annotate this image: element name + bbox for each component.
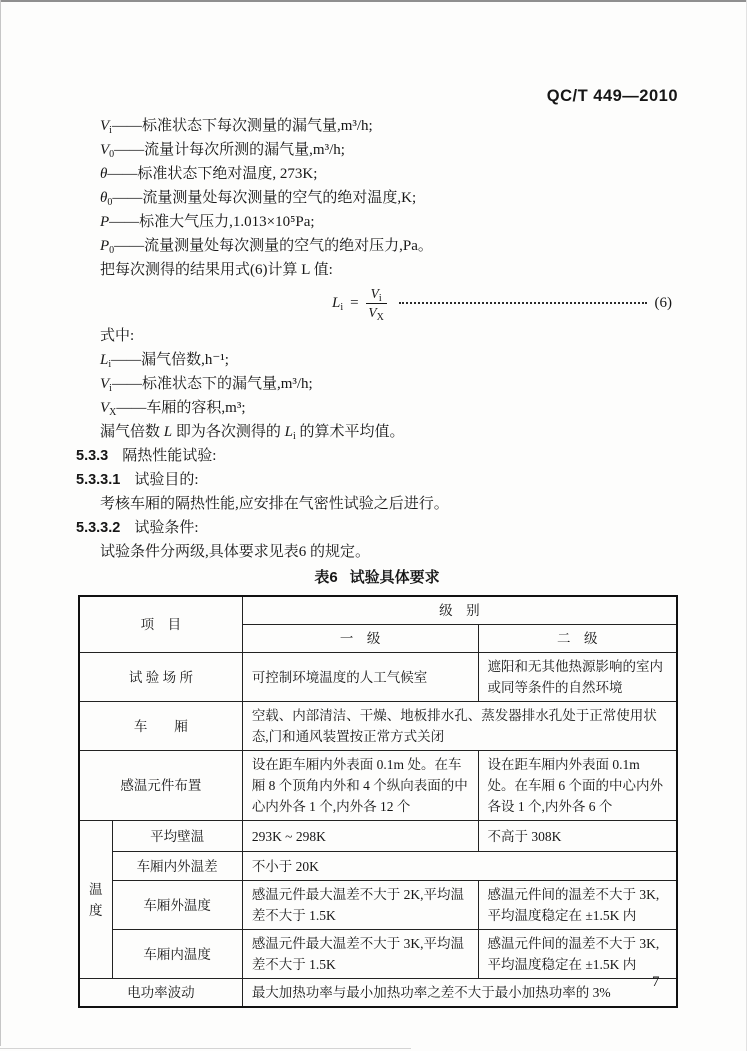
page-number: 7 <box>652 974 660 990</box>
dotted-leader <box>399 302 647 304</box>
definition-text: ——标准状态下的漏气量,m³/h; <box>111 376 313 392</box>
sensors-level1-cell: 设在距车厢内外表面 0.1m 处。在车厢 8 个顶角内外和 4 个纵向表面的中心内外各 1 个,内外各 12 个 <box>242 751 478 821</box>
definition-p: P——标准大气压力,1.013×10⁵Pa; <box>100 214 315 230</box>
definition-text: ——标准状态下绝对温度, 273K; <box>107 166 318 182</box>
section-5-3-3: 5.3.3 隔热性能试验: <box>76 448 217 464</box>
row-label: 车 厢 <box>79 702 242 751</box>
row-label: 感温元件布置 <box>79 751 242 821</box>
definition-p0: $P_0——$流量测量处每次测量的空气的绝对压力,Pa。 <box>100 238 433 256</box>
wall-level1-cell: 293K ~ 298K <box>242 821 478 852</box>
diff-cell: 不小于 20K <box>242 852 677 881</box>
definition-theta: θ——标准状态下绝对温度, 273K; <box>100 166 318 182</box>
equation-number: (6) <box>654 295 672 311</box>
equation-6 <box>76 282 678 324</box>
table-row-inside-temp <box>79 930 677 979</box>
equals-sign: = <box>350 295 359 311</box>
temp-group-label: 温度 <box>79 821 112 979</box>
table-row-sensors <box>79 751 677 821</box>
outside-level1-cell: 感温元件最大温差不大于 2K,平均温差不大于 1.5K <box>242 881 478 930</box>
header-level-1: 一 级 <box>242 625 478 653</box>
row-label: 试 验 场 所 <box>79 653 242 702</box>
page-content <box>76 86 678 1008</box>
table-row-wall-temp <box>79 821 677 852</box>
table6-caption-label: 表6 <box>314 569 338 586</box>
definition-text: ——标准大气压力,1.013×10⁵Pa; <box>109 214 315 230</box>
table-row-site <box>79 653 677 702</box>
scan-edge-left <box>0 0 1 1046</box>
outside-level2-cell: 感温元件间的温差不大于 3K,平均温度稳定在 ±1.5K 内 <box>478 881 677 930</box>
scan-edge-top <box>0 0 747 2</box>
header-level-2: 二 级 <box>478 625 677 653</box>
scan-edge-bottom <box>0 1048 411 1049</box>
definition-text: ——流量测量处每次测量的空气的绝对压力,Pa。 <box>114 238 433 254</box>
condition-paragraph: 试验条件分两级,具体要求见表6 的规定。 <box>100 544 371 560</box>
inside-level2-cell: 感温元件间的温差不大于 3K,平均温度稳定在 ±1.5K 内 <box>478 930 677 979</box>
definition-v0: $V_0——$流量计每次所测的漏气量,m³/h; <box>100 142 345 160</box>
table6-caption-title: 试验具体要求 <box>349 569 440 586</box>
wall-level2-cell: 不高于 308K <box>478 821 677 852</box>
definition-text: ——流量测量处每次测量的空气的绝对温度,K; <box>112 190 417 206</box>
where-label: 式中: <box>100 328 135 344</box>
site-level2-cell: 遮阳和无其他热源影响的室内或同等条件的自然环境 <box>478 653 677 702</box>
site-level1-cell: 可控制环境温度的人工气候室 <box>242 653 478 702</box>
table-row-power <box>79 979 677 1008</box>
definition-li: $L_i——$漏气倍数,h⁻¹; <box>100 352 229 370</box>
table-row-body <box>79 702 677 751</box>
row-label: 车厢内温度 <box>112 930 242 979</box>
table6-test-requirements <box>78 595 678 1008</box>
section-5-3-3-2: 5.3.3.2 试验条件: <box>76 520 199 536</box>
variable-definitions-top <box>76 114 678 1008</box>
header-level: 级 别 <box>242 596 677 625</box>
table-row-outside-temp <box>79 881 677 930</box>
standard-number-header: QC/T 449—2010 <box>546 87 678 105</box>
table-row-temp-diff <box>79 852 677 881</box>
row-label: 车厢内外温差 <box>112 852 242 881</box>
closing-paragraph: 漏气倍数 L 即为各次测得的 $L_i$ 的算术平均值。 <box>100 424 405 442</box>
definition-vi2: $V_i——$标准状态下的漏气量,m³/h; <box>100 376 313 394</box>
purpose-paragraph: 考核车厢的隔热性能,应安排在气密性试验之后进行。 <box>100 496 449 512</box>
fraction-numerator: $V_i$ <box>366 286 387 304</box>
body-condition-cell: 空载、内部清洁、干燥、地板排水孔、蒸发器排水孔处于正常使用状态,门和通风装置按正常方式关闭 <box>242 702 677 751</box>
table-header-row-1 <box>79 596 677 625</box>
definition-text: ——车厢的容积,m³; <box>116 400 246 416</box>
sensors-level2-cell: 设在距车厢内外表面 0.1m 处。在车厢 6 个面的中心内外各设 1 个,内外各 6 个 <box>478 751 677 821</box>
section-5-3-3-1: 5.3.3.1 试验目的: <box>76 472 199 488</box>
header-item: 项 目 <box>79 596 242 653</box>
definition-theta0: $\theta_0——$流量测量处每次测量的空气的绝对温度,K; <box>100 190 417 208</box>
power-cell: 最大加热功率与最小加热功率之差不大于最小加热功率的 3% <box>242 979 677 1008</box>
row-label: 电功率波动 <box>79 979 242 1008</box>
definition-vx: $V_X——$车厢的容积,m³; <box>100 400 246 418</box>
row-label: 平均壁温 <box>112 821 242 852</box>
definition-text: ——漏气倍数,h⁻¹; <box>111 352 229 368</box>
definition-vi: $V_i——$标准状态下每次测量的漏气量,m³/h; <box>100 118 373 136</box>
inside-level1-cell: 感温元件最大温差不大于 3K,平均温差不大于 1.5K <box>242 930 478 979</box>
fraction-denominator: $V_X$ <box>368 304 384 323</box>
equation-lhs: $L_i$ <box>332 295 344 313</box>
formula-intro-paragraph: 把每次测得的结果用式(6)计算 L 值: <box>100 262 333 278</box>
definition-text: ——标准状态下每次测量的漏气量,m³/h; <box>111 118 373 134</box>
table6-caption <box>76 566 678 590</box>
fraction <box>366 286 387 321</box>
row-label: 车厢外温度 <box>112 881 242 930</box>
definition-text: ——流量计每次所测的漏气量,m³/h; <box>114 142 345 158</box>
